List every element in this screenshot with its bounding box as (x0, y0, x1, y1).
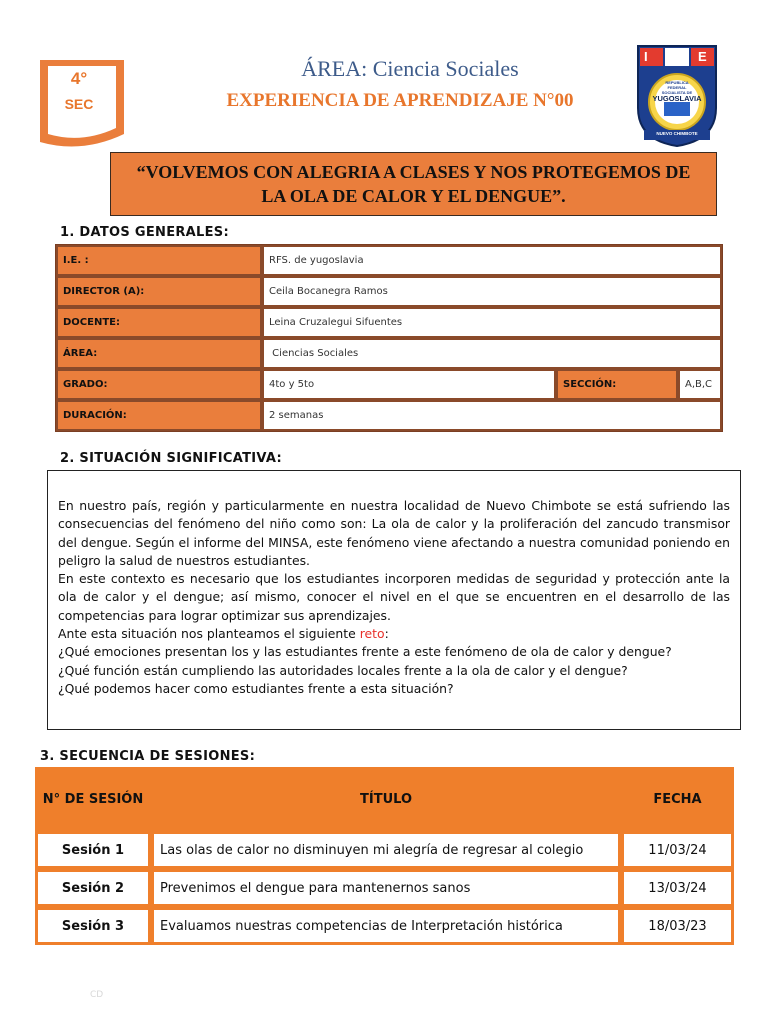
session-title: Evaluamos nuestras competencias de Interpretación histórica (151, 907, 621, 945)
section2-heading: 2. SITUACIÓN SIGNIFICATIVA: (60, 451, 283, 466)
header-session-number: N° DE SESIÓN (35, 767, 151, 831)
table-row (56, 276, 722, 307)
table-header-row (35, 767, 734, 831)
table-row (56, 245, 722, 276)
challenge-intro: Ante esta situación nos planteamos el siguiente (58, 626, 360, 642)
session-date: 18/03/23 (621, 907, 734, 945)
session-number: Sesión 1 (35, 831, 151, 869)
crest-letter-i: I (644, 49, 648, 64)
crest-motto: REPUBLICA FEDERAL SOCIALISTA DE (661, 80, 693, 95)
header-title: TÍTULO (151, 767, 621, 831)
challenge-colon: : (384, 626, 389, 642)
table-row (56, 307, 722, 338)
badge-grade: 4° (70, 69, 88, 88)
row-value-2: A,B,C (678, 369, 722, 400)
area-title: ÁREA: Ciencia Sociales (301, 56, 519, 81)
row-label: DOCENTE: (56, 307, 262, 338)
table-row (56, 369, 722, 400)
experience-title: EXPERIENCIA DE APRENDIZAJE N°00 (226, 90, 574, 111)
table-row (35, 869, 734, 907)
session-date: 11/03/24 (621, 831, 734, 869)
sessions-table (35, 767, 734, 945)
general-data-table (55, 244, 723, 432)
question-3: ¿Qué podemos hacer como estudiantes frente a esta situación? (58, 680, 454, 696)
question-2: ¿Qué función están cumpliendo las autoridades locales frente a la ola de calor y el dengue? (58, 662, 628, 678)
row-value: 4to y 5to (262, 369, 556, 400)
row-label: GRADO: (56, 369, 262, 400)
situation-paragraph-3 (58, 625, 730, 643)
row-value: RFS. de yugoslavia (262, 245, 722, 276)
crest-city: NUEVO CHIMBOTE (656, 131, 698, 136)
situation-box (47, 470, 741, 730)
row-value: 2 semanas (262, 400, 722, 431)
row-value: Ceila Bocanegra Ramos (262, 276, 722, 307)
row-label: I.E. : (56, 245, 262, 276)
table-row (56, 400, 722, 431)
row-label: DURACIÓN: (56, 400, 262, 431)
grade-badge (36, 56, 130, 152)
row-value: Leina Cruzalegui Sifuentes (262, 307, 722, 338)
crest-letter-e: E (698, 49, 707, 64)
table-row (56, 338, 722, 369)
row-value: Ciencias Sociales (262, 338, 722, 369)
table-row (35, 907, 734, 945)
question-1: ¿Qué emociones presentan los y las estudiantes frente a este fenómeno de ola de calor y dengue? (58, 644, 672, 660)
section1-heading: 1. DATOS GENERALES: (60, 225, 229, 240)
banner-text: “VOLVEMOS CON ALEGRIA A CLASES Y NOS PROTEGEMOS DE LA OLA DE CALOR Y EL DENGUE”. (136, 162, 691, 206)
row-label: DIRECTOR (A): (56, 276, 262, 307)
section3-heading: 3. SECUENCIA DE SESIONES: (40, 749, 256, 764)
crest-name: YUGOSLAVIA (652, 94, 702, 103)
school-crest (636, 44, 718, 148)
row-label: ÁREA: (56, 338, 262, 369)
session-number: Sesión 2 (35, 869, 151, 907)
session-title: Prevenimos el dengue para mantenernos sanos (151, 869, 621, 907)
badge-section: SEC (64, 96, 94, 112)
title-banner (110, 152, 717, 216)
row-label-2: SECCIÓN: (556, 369, 678, 400)
session-title: Las olas de calor no disminuyen mi alegría de regresar al colegio (151, 831, 621, 869)
challenge-word: reto (359, 626, 385, 642)
footer-mark: CD (90, 990, 104, 1000)
table-row (35, 831, 734, 869)
session-date: 13/03/24 (621, 869, 734, 907)
header-date: FECHA (621, 767, 734, 831)
situation-paragraph-1: En nuestro país, región y particularmente en nuestra localidad de Nuevo Chimbote se está sufriendo las consecuencias del fenómeno del niño como son: La ola de calor y la proliferación del zancudo transmisor del dengue. Según el informe del MINSA, este fenómeno viene afectando a nuestra comunidad poniendo en peligro la salud de nuestros estudiantes. (58, 498, 730, 568)
situation-paragraph-2: En este contexto es necesario que los estudiantes incorporen medidas de seguridad y protección ante la ola de calor y el dengue; así mismo, conocer el nivel en el que se encuentren en el desarrollo de las competencias para lograr optimizar sus aprendizajes. (58, 571, 730, 623)
session-number: Sesión 3 (35, 907, 151, 945)
